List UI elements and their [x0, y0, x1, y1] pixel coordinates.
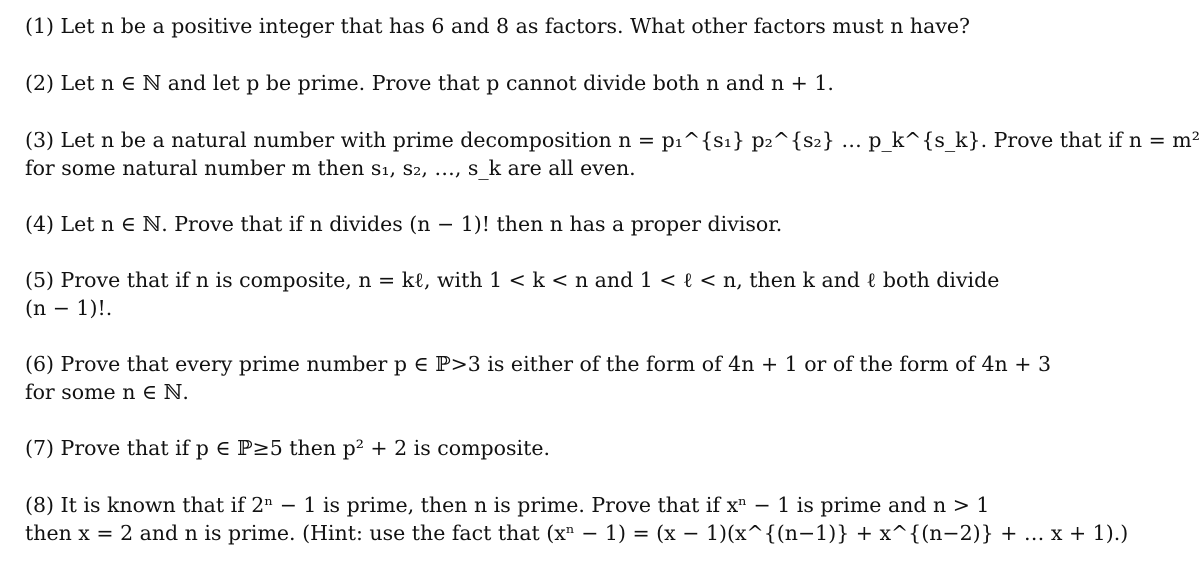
problem-5: [25, 266, 1015, 322]
problem-6-line-2: for some n ∈ ℕ.: [25, 380, 189, 404]
problem-3: [25, 126, 1200, 182]
problem-8: [25, 491, 1129, 547]
problem-4: [25, 210, 1015, 238]
problem-6: [25, 350, 1052, 406]
problem-8-line-2: then x = 2 and n is prime. (Hint: use the fact that (xⁿ − 1) = (x − 1)(x^{(n−1)} + x^{(n−2)} + … x + 1).): [25, 521, 1129, 545]
problem-1: [25, 12, 1015, 40]
problem-1-line-1: (1) Let n be a positive integer that has 6 and 8 as factors. What other factors must n have?: [25, 14, 971, 38]
problem-6-line-1: (6) Prove that every prime number p ∈ ℙ>3 is either of the form of 4n + 1 or of the form of 4n + 3: [25, 352, 1052, 376]
problem-3-line-2: for some natural number m then s₁, s₂, …, s_k are all even.: [25, 156, 636, 180]
problem-3-line-1: (3) Let n be a natural number with prime decomposition n = p₁^{s₁} p₂^{s₂} … p_k^{s_k}. Prove that if n = m²: [25, 128, 1200, 152]
problem-4-line-1: (4) Let n ∈ ℕ. Prove that if n divides (n − 1)! then n has a proper divisor.: [25, 212, 783, 236]
problem-5-line-1: (5) Prove that if n is composite, n = kℓ, with 1 < k < n and 1 < ℓ < n, then k and ℓ both divide: [25, 268, 1000, 292]
problem-8-line-1: (8) It is known that if 2ⁿ − 1 is prime, then n is prime. Prove that if xⁿ − 1 is prime and n > 1: [25, 493, 990, 517]
problem-5-line-2: (n − 1)!.: [25, 296, 113, 320]
problem-2: [25, 69, 1015, 97]
problem-7-line-1: (7) Prove that if p ∈ ℙ≥5 then p² + 2 is composite.: [25, 436, 550, 460]
problem-7: [25, 434, 1015, 462]
problem-2-line-1: (2) Let n ∈ ℕ and let p be prime. Prove that p cannot divide both n and n + 1.: [25, 71, 834, 95]
